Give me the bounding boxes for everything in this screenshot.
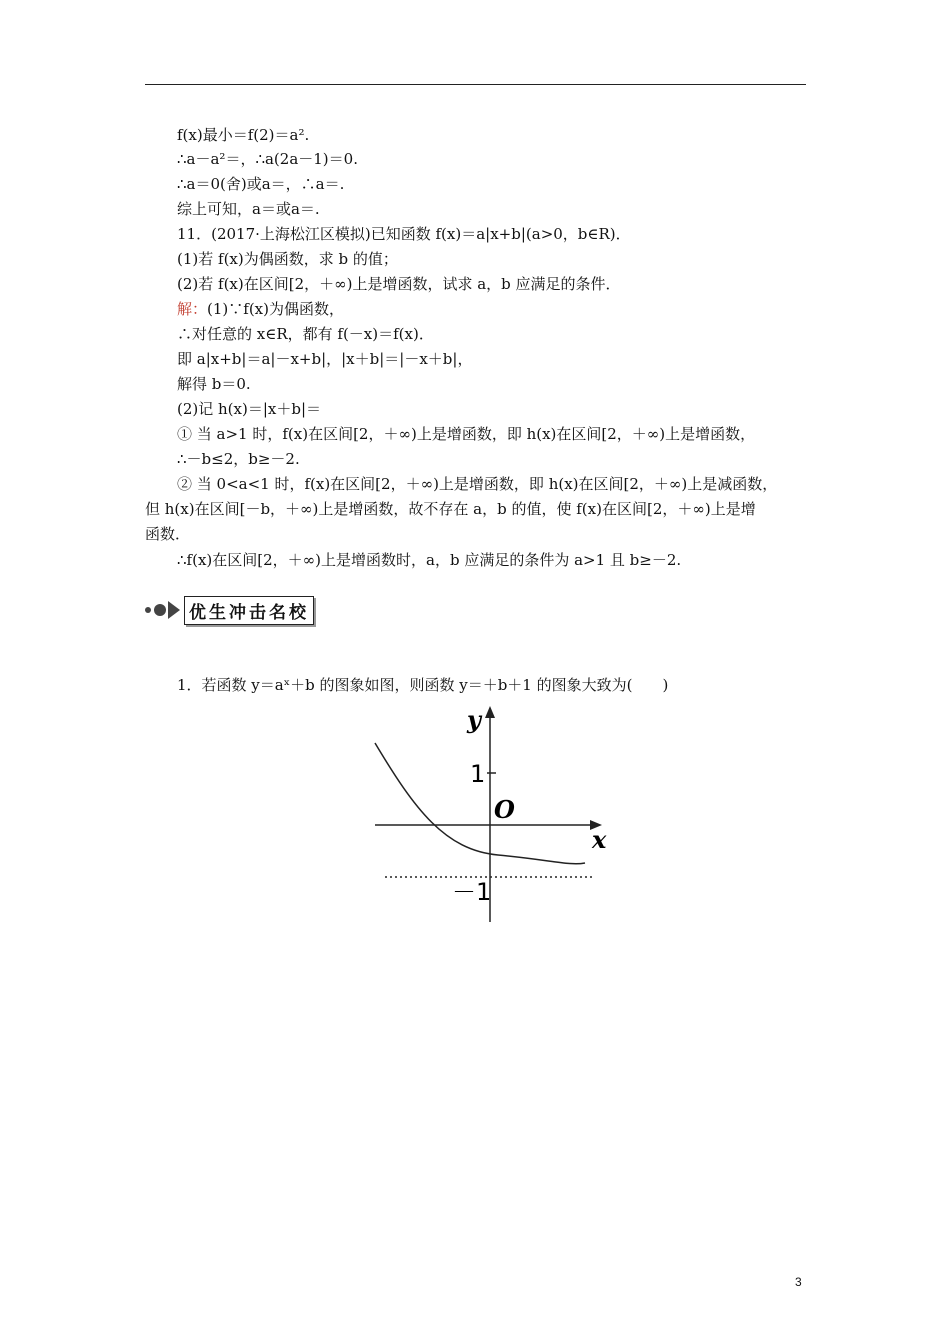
- text-line: ∴a－a²＝，∴a(2a－1)＝0.: [177, 150, 358, 168]
- problem-11: 11．(2017·上海松江区模拟)已知函数 f(x)＝a|x+b|(a>0，b∈R)．: [177, 225, 631, 243]
- text-line: 但 h(x)在区间[－b，＋∞)上是增函数，故不存在 a，b 的值，使 f(x)在区间[2，＋∞)上是增: [145, 500, 756, 518]
- arrow-right-icon: [168, 601, 180, 619]
- origin-label: O: [494, 795, 515, 824]
- section-header: [145, 596, 314, 624]
- y-axis-arrow-icon: [485, 706, 495, 718]
- problem-11-part1: (1)若 f(x)为偶函数，求 b 的值；: [177, 250, 398, 268]
- y-axis-label: y: [467, 705, 481, 734]
- bullet-large-icon: [154, 604, 166, 616]
- solution-line: [177, 299, 344, 319]
- text-line: 即 a|x+b|＝a|－x+b|，|x＋b|＝|－x＋b|，: [177, 350, 473, 368]
- text-line: (2)记 h(x)＝|x＋b|＝: [177, 400, 322, 418]
- tick-label-neg1: －1: [452, 878, 492, 906]
- text-line: ∴对任意的 x∈R，都有 f(－x)＝f(x)．: [177, 325, 434, 343]
- text-line: ② 当 0<a<1 时，f(x)在区间[2，＋∞)上是增函数，即 h(x)在区间[2，＋∞)上是减函数，: [177, 475, 778, 493]
- text-line: ∴f(x)在区间[2，＋∞)上是增函数时，a，b 应满足的条件为 a>1 且 b≥－2.: [177, 551, 682, 569]
- text-line: ① 当 a>1 时，f(x)在区间[2，＋∞)上是增函数，即 h(x)在区间[2，＋∞)上是增函数，: [177, 425, 756, 443]
- text-line: 函数．: [145, 525, 191, 543]
- text-line: f(x)最小＝f(2)＝a².: [177, 126, 310, 144]
- function-graph: [370, 700, 620, 925]
- text-line: ∴a＝0(舍)或a＝，∴a＝.: [177, 175, 345, 193]
- page-number: 3: [795, 1275, 802, 1289]
- section-title: 优生冲击名校: [184, 596, 314, 625]
- tick-label-1: 1: [470, 760, 486, 788]
- problem-11-part2: (2)若 f(x)在区间[2，＋∞)上是增函数，试求 a，b 应满足的条件．: [177, 275, 621, 293]
- bullet-small-icon: [145, 607, 151, 613]
- header-rule: [145, 84, 806, 85]
- text-line: 解得 b＝0.: [177, 375, 251, 393]
- solution-label: 解：: [177, 300, 208, 318]
- text-line: ∴－b≤2，b≥－2.: [177, 450, 300, 468]
- x-axis-label: x: [592, 825, 607, 854]
- text-line: 综上可知，a＝或a＝.: [177, 200, 320, 218]
- solution-text: (1)∵f(x)为偶函数，: [207, 300, 344, 318]
- question-1: 1．若函数 y＝aˣ＋b 的图象如图，则函数 y＝＋b＋1 的图象大致为( ): [177, 676, 669, 694]
